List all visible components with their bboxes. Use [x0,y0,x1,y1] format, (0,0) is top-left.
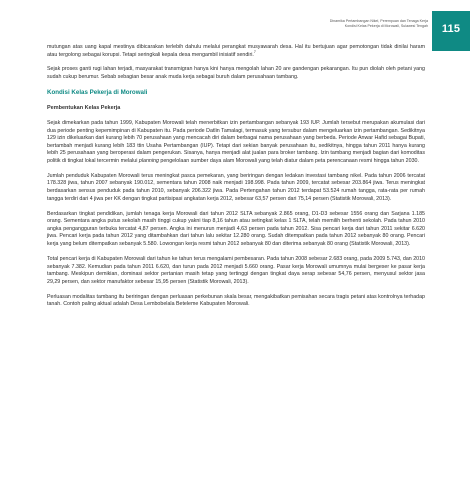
running-header-line-2: Kondisi Kelas Pekerja di Morowali, Sulawesi Tengah [344,23,428,28]
section-paragraph-5: Perluasan modalitas tambang itu beriringan dengan perluasan perkebunan skala besar, mengakibatkan pemisahan secara tragis petani atas kontrolnya terhadap tanah. Contoh paling aktual adalah Desa Lembobelala Betelemе Kabupaten Morowali. [47,293,425,308]
section-title: Kondisi Kelas Pekerja di Morowali [47,88,148,96]
body-text [47,44,425,317]
running-header-line-1: Dinamika Pertambangan Nikel, Perempuan dan Tenaga Kerja [329,19,428,23]
section-paragraph-2: Jumlah penduduk Kabupaten Morowali terus meningkat pasca pemekaran, yang beriringan dengan ledakan investasi tambang nikel. Pada tahun 2006 tercatat 178.328 jiwa, tahun 2007 sebanyak 190.012, sementara tahun 2008 naik menjadi 198.998. Pada tahun 2009, tercatat sebesar 203.864 jiwa. Terus meningkat berdasarkan sensus penduduk pada tahun 2010, sebanyak 206.322 jiwa. Pada Pertengahan tahun 2012 terdapat 53.524 rumah tangga, rata-rata per rumah tangga terdiri dari 4 jiwa per KK dengan tingkat partisipasi angkatan kerja 2012, sebesar 63,57 persen dari 75,14 persen (Statistik Morowali, 2013). [47,172,425,202]
italic-term: planning [138,157,159,164]
page-number: 115 [441,23,461,35]
page-number-box [429,11,470,51]
paragraph-1-text: mutungan atas uang kapal mestinya dibicarakan terlebih dahulu melalui perangkat musyawarah desa. Hal itu bertujuan agar pemotongan tidak dinilai haram atau tergolong sebagai korupsi. Tetapi seringkali kepala desa mengambil inisiatif sendiri. [47,44,425,58]
paragraph-1 [47,44,425,59]
section-paragraph-1-text: Sejak dimekarkan pada tahun 1999, Kabupaten Morowali telah menerbitkan izin pertambangan sebanyak 193 IUP. Jumlah tersebut merupakan akumulasi dari dua periode penting kepemimpinan di Kabupaten itu. Pada periode Datlin Tamalagi, termasuk yang tersubur dalam mengeluarkan izin pertambangan. Sedikitnya 129 izin dikeluarkan dari kurang lebih 70 perusahaan yang mencacah diri dalam berbagai nama perusahaan yang berbeda. Periode Anwar Hafid sebagai Bupati, bertambah menjadi kurang lebih 183 ttin Usaha Pertambangan (IUP). Tetapi dari sekian banyak perusahaan itu, sedikitnya, hingga tahun 2011 hanya kurang lebih 25 perusahaan yang beroperasi dalam pengerukan. Sisanya, hanya menjadi alat jualan para broker tambang. Izin tambang menjadi bagian dari komoditas politik di tingkat lokal tercermin melalui [47,120,425,164]
paragraph-2: Sejak proses ganti rugi lahan terjadi, masyarakat transmigran hanya kini hanya mengolah lahan 20 are gandengan pekarangan. Itu pun diolah oleh petani yang sudah cukup berumur. Sebab sebagian besar anak muda kerja sebagai buruh dalam perusahaan tambang. [47,66,425,81]
footnote-marker: 7 [253,49,256,54]
running-header [278,19,428,28]
sub-section-title: Pembentukan Kelas Pekerja [47,104,121,111]
section-paragraph-1-text-after: pengelolaan sumber daya alam Morowali yang telah diatur dalam peta perencanaan resmi hingga tahun 2030. [160,157,419,164]
section-paragraph-1 [47,120,425,165]
section-paragraph-3: Berdasarkan tingkat pendidikan, jumlah tenaga kerja Morowali dari tahun 2012 SLTA sebanyak 2.865 orang, D1-D3 sebesar 1556 orang dan Sarjana 1.185 orang. Sementara angka putus sekolah masih tinggi cukup yakni tiap 8,16 tahun atau setingkat kelas 1 SLTA, telah memilih berhenti sekolah. Pada tahun 2010 angka pengangguran terbuka tercatat 4,87 persen. Angka ini menurun menjadi 4,63 persen pada tahun 2012. Sisa pencari kerja dari tahun 2011 sekitar 6.620 jiwa. Pencari kerja pada tahun 2012 yang ditambahkan dari tahun lalu sekitar 12.280 orang. Sudah ditempatkan pada tahun 2012 sebanyak 80 orang. Pencari kerja yang belum ditempatkan sebanyak 5.580. Lowongan kerja resmi tahun 2012 sebanyak 80 dan diterima sebanyak 80 orang (Statistik Morowali, 2013). [47,210,425,247]
section-paragraph-4: Total pencari kerja di Kabupaten Morowali dari tahun ke tahun terus mengalami pembesaran. Pada tahun 2008 sebesar 2.683 orang, pada 2009 5.743, dan 2010 sebanyak 7.382. Kemudian pada tahun 2011 6.620, dan turun pada 2012 menjadi 5.660 orang. Pasar kerja Morowali umumnya mulai bergeser ke pasar kerja tambang. Meskipun demikian, dominasi sektor pertanian masih tetap yang tertinggi dengan tingkat daya serap sebesar 54,76 persen, menyusul sektor jasa 29,29 persen, dan sektor manufaktor sebesar 15,95 persen (Statistik Morowali, 2013). [47,256,425,285]
